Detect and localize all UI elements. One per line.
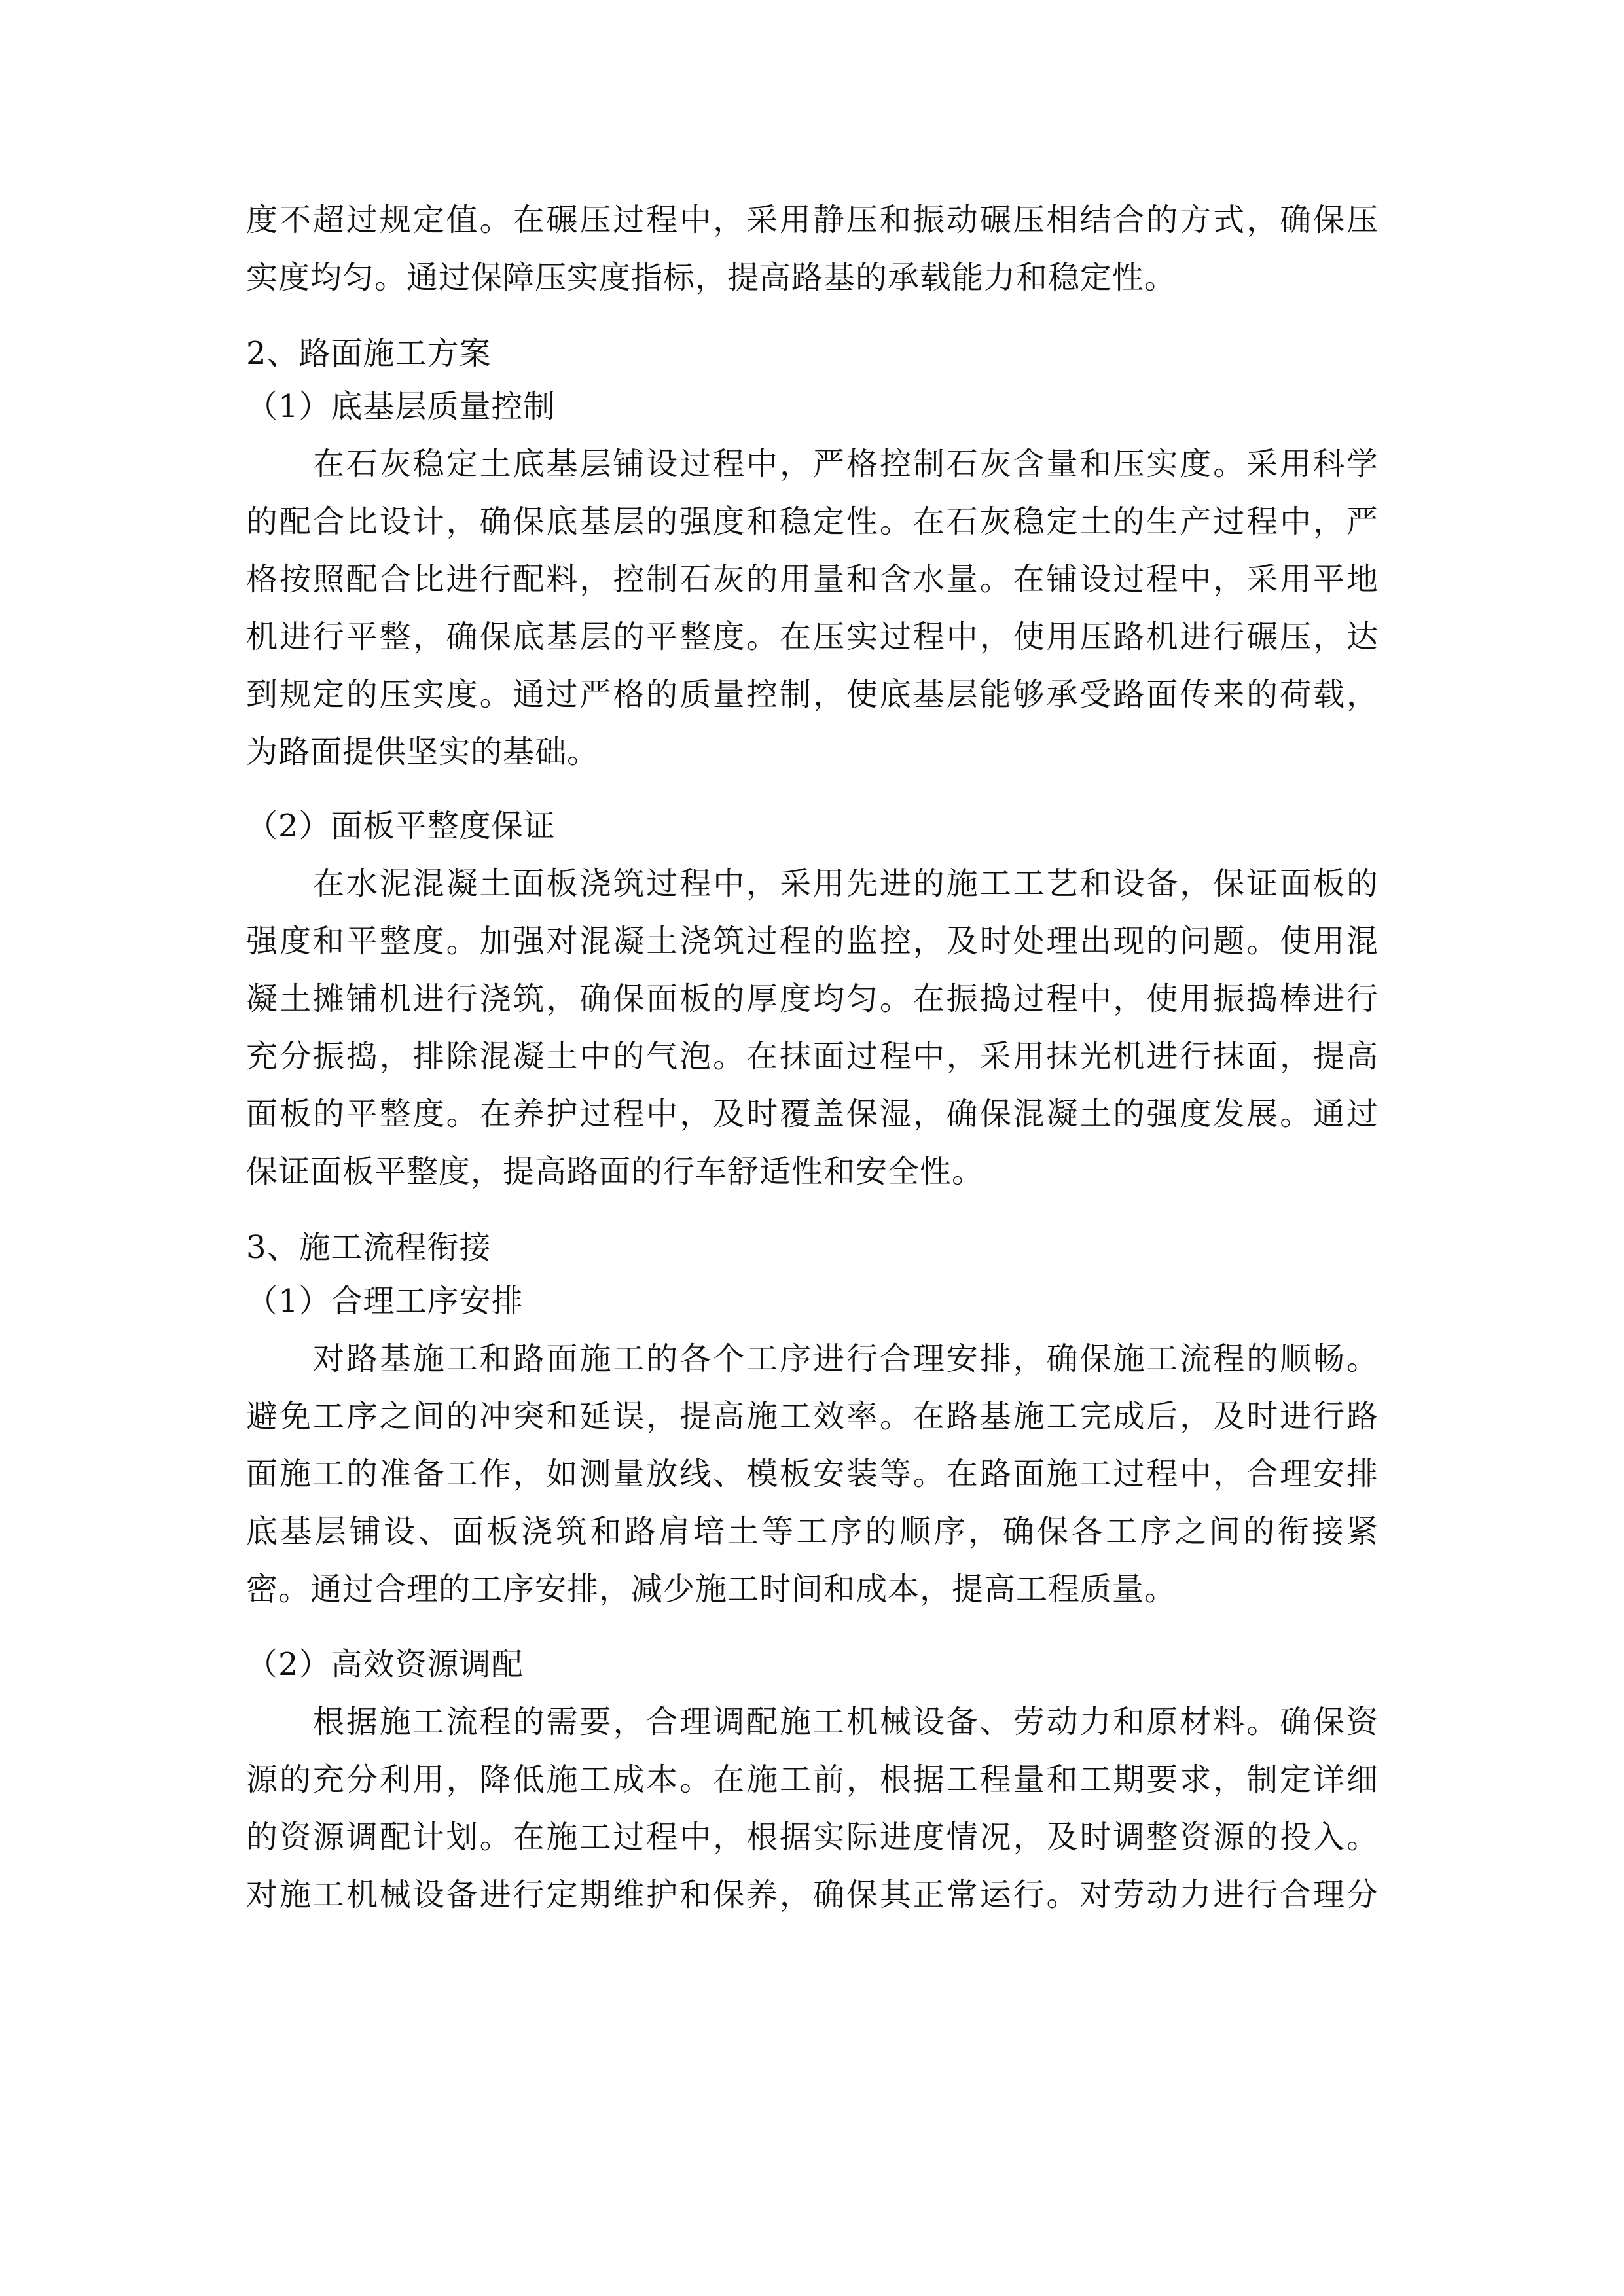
paragraph-line: 对路基施工和路面施工的各个工序进行合理安排，确保施工流程的顺畅。 xyxy=(313,1340,1379,1377)
paragraph-line: 强度和平整度。加强对混凝土浇筑过程的监控，及时处理出现的问题。使用混 xyxy=(246,923,1379,960)
paragraph-line: 为路面提供坚实的基础。 xyxy=(246,734,600,770)
paragraph-line: 实度均匀。通过保障压实度指标，提高路基的承载能力和稳定性。 xyxy=(246,259,1177,296)
paragraph-line: 面板的平整度。在养护过程中，及时覆盖保湿，确保混凝土的强度发展。通过 xyxy=(246,1096,1379,1132)
paragraph-line: 对施工机械设备进行定期维护和保养，确保其正常运行。对劳动力进行合理分 xyxy=(246,1876,1379,1913)
paragraph-line: 机进行平整，确保底基层的平整度。在压实过程中，使用压路机进行碾压，达 xyxy=(246,619,1379,655)
paragraph-line: 源的充分利用，降低施工成本。在施工前，根据工程量和工期要求，制定详细 xyxy=(246,1761,1379,1798)
paragraph-line: 密。通过合理的工序安排，减少施工时间和成本，提高工程质量。 xyxy=(246,1571,1177,1607)
paragraph-line: 的配合比设计，确保底基层的强度和稳定性。在石灰稳定土的生产过程中，严 xyxy=(246,503,1379,540)
paragraph-line: 格按照配合比进行配料，控制石灰的用量和含水量。在铺设过程中，采用平地 xyxy=(246,561,1379,598)
paragraph-line: 充分振捣，排除混凝土中的气泡。在抹面过程中，采用抹光机进行抹面，提高 xyxy=(246,1038,1379,1075)
subsection-heading: （1）合理工序安排 xyxy=(246,1283,524,1319)
paragraph-line: 度不超过规定值。在碾压过程中，采用静压和振动碾压相结合的方式，确保压 xyxy=(246,202,1379,238)
section-heading: 3、施工流程衔接 xyxy=(246,1229,492,1266)
paragraph-line: 的资源调配计划。在施工过程中，根据实际进度情况，及时调整资源的投入。 xyxy=(246,1819,1379,1856)
paragraph-line: 保证面板平整度，提高路面的行车舒适性和安全性。 xyxy=(246,1153,984,1190)
paragraph-line: 避免工序之间的冲突和延误，提高施工效率。在路基施工完成后，及时进行路 xyxy=(246,1398,1379,1435)
subsection-heading: （2）高效资源调配 xyxy=(246,1646,524,1683)
paragraph-line: 根据施工流程的需要，合理调配施工机械设备、劳动力和原材料。确保资 xyxy=(313,1704,1379,1740)
paragraph-line: 面施工的准备工作，如测量放线、模板安装等。在路面施工过程中，合理安排 xyxy=(246,1456,1379,1492)
paragraph-line: 到规定的压实度。通过严格的质量控制，使底基层能够承受路面传来的荷载， xyxy=(246,676,1379,713)
paragraph-line: 在水泥混凝土面板浇筑过程中，采用先进的施工工艺和设备，保证面板的 xyxy=(313,865,1379,902)
subsection-heading: （2）面板平整度保证 xyxy=(246,808,556,844)
paragraph-line: 底基层铺设、面板浇筑和路肩培土等工序的顺序，确保各工序之间的衔接紧 xyxy=(246,1513,1379,1550)
section-heading: 2、路面施工方案 xyxy=(246,335,492,372)
subsection-heading: （1）底基层质量控制 xyxy=(246,388,556,425)
paragraph-line: 凝土摊铺机进行浇筑，确保面板的厚度均匀。在振捣过程中，使用振捣棒进行 xyxy=(246,980,1379,1017)
paragraph-line: 在石灰稳定土底基层铺设过程中，严格控制石灰含量和压实度。采用科学 xyxy=(313,446,1379,482)
